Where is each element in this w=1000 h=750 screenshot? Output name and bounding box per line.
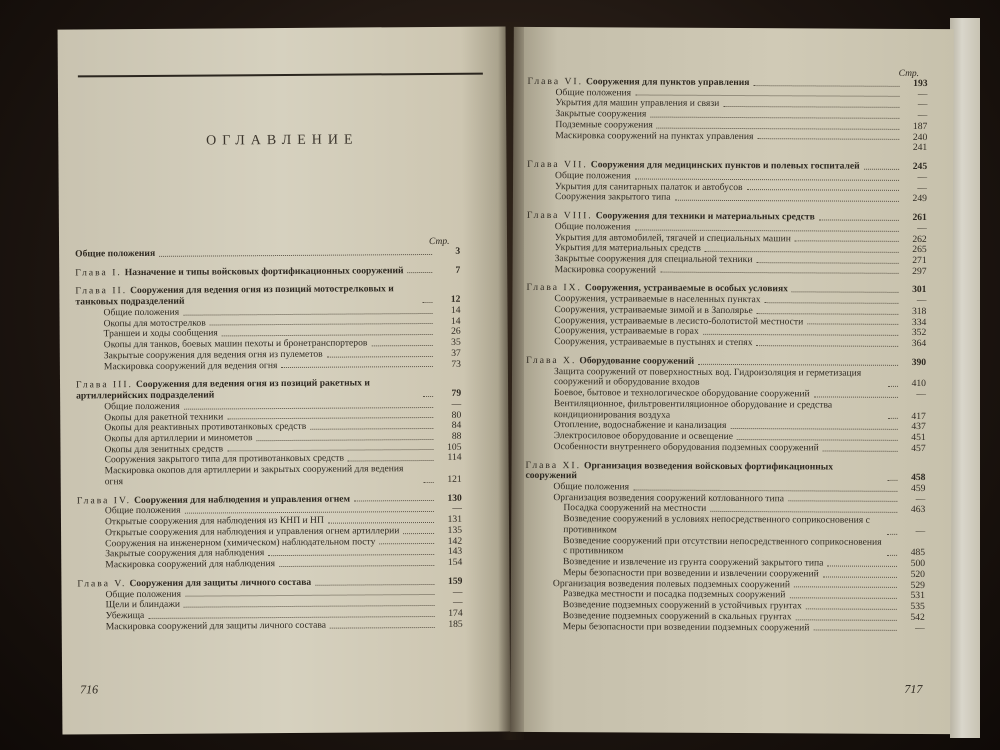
entry-page-number: 154 [447,556,463,568]
entry-page-number: — [452,503,462,515]
entry-title: Закрытые сооружения для наблюдения [105,547,265,560]
page-column-label: Стр. [429,236,450,247]
entry-page-number: 458 [911,472,926,484]
dot-leader [183,313,432,316]
entry-title: Маскировка сооружений [554,263,657,276]
entry-title: Общие положения [75,247,156,260]
dot-leader [633,489,897,491]
dot-leader [281,366,433,368]
dot-leader [705,251,899,253]
dot-leader [315,584,434,586]
entry-page-number: — [917,110,928,122]
dot-leader [148,616,434,619]
entry-page-number: — [917,171,928,183]
toc-entry [526,337,926,350]
entry-title: Укрытия для машин управления и связи [555,97,720,110]
entry-page-number: 463 [910,504,926,516]
entry-title: Убежища [105,610,145,622]
dot-leader [888,386,898,387]
entry-page-number: 35 [451,336,461,348]
entry-page-number: 457 [911,442,926,454]
toc-entry [527,131,927,144]
page-number: 716 [80,681,99,696]
entry-title: Маскировка окопов для артиллерии и закрытых сооружений для ведения огня [104,463,406,488]
dot-leader [348,460,434,462]
dot-leader [823,576,897,577]
dot-leader [723,106,899,108]
dot-leader [635,178,899,180]
toc-title: ОГЛАВЛЕНИЕ [206,132,359,149]
entry-title: Особенности внутреннего оборудования подземных сооружений [553,440,819,454]
entry-title: Разведка местности и посадка подземных сооружений [562,588,786,601]
toc-entry [78,620,463,633]
chapter-label: Глава III. [75,379,133,391]
dot-leader [227,449,433,451]
entry-page-number: 135 [447,524,463,536]
dot-leader [756,262,898,264]
dot-leader [823,450,898,451]
dot-leader [310,428,433,430]
dot-leader [184,407,433,410]
entry-title: Укрытия для материальных средств [554,242,701,255]
dot-leader [789,597,896,599]
entry-page-number: 451 [911,431,926,444]
entry-page-number: 37 [451,347,461,359]
entry-title: Общие положения [555,169,631,182]
dot-leader [210,323,433,326]
entry-title: Отопление, водоснабжение и канализация [553,419,727,432]
entry-page-number: 174 [448,607,463,619]
entry-title: Вентиляционное, фильтровентиляционное оборудование и средства кондиционирования воздуха [553,397,835,421]
entry-title: Сооружения, устраиваемые зимой и в Заполярье [554,304,753,317]
entry-page-number: — [917,182,928,194]
page-number: 717 [904,681,923,696]
dot-leader [794,587,897,589]
entry-title: Возведение сооружений в условиях непосредственного соприкосновения с противником [563,513,873,536]
entry-page-number: 193 [913,77,928,90]
toc-entry [76,359,461,372]
dot-leader [757,139,899,141]
toc-entry [77,558,462,571]
entry-page-number: 520 [910,568,926,580]
toc-entry [527,265,927,278]
toc-entry [525,514,925,538]
chapter-label: Глава XI. [525,459,582,471]
entry-page-number: 142 [447,535,463,547]
entry-page-number: 245 [912,161,928,173]
chapter-label: Глава VII. [527,159,588,171]
toc-entry [527,141,927,154]
entry-title: Общие положения [104,400,180,413]
entry-page-number: 240 [912,131,928,143]
entry-page-number: 14 [450,315,461,327]
dot-leader [227,417,433,419]
entry-title: Возведение подземных сооружений в скальных грунтах [562,609,792,623]
entry-title: Окопы для ракетной техники [104,410,224,423]
entry-page-number: 249 [912,193,927,205]
dot-leader [371,345,432,346]
entry-title: Сооружения, устраиваемые в горах [554,325,699,338]
entry-page-number: 437 [911,421,926,433]
dot-leader [792,292,899,294]
entry-title: Траншеи и ходы сообщения [103,327,218,340]
entry-page-number: — [917,99,928,111]
entry-page-number: — [452,586,463,598]
entry-page-number: 73 [451,358,461,370]
entry-page-number: 410 [911,378,927,390]
dot-leader [703,334,899,336]
chapter-title: Оборудование сооружений [579,355,695,367]
chapter-title: Сооружения для медицинских пунктов и полевых госпиталей [590,159,860,172]
dot-leader [330,626,435,628]
entry-title: Сооружения закрытого типа для противотанковых средств [104,453,345,466]
dot-leader [813,630,896,631]
entry-page-number: 352 [911,327,927,339]
right-page [510,27,954,734]
entry-title: Общие положения [554,220,631,233]
dot-leader [864,169,899,170]
entry-title: Сооружения, устраиваемые в пустынях и степях [554,336,753,349]
chapter-title: Сооружения, устраиваемые в особых условиях [584,282,788,295]
entry-page-number: 265 [912,244,927,256]
dot-leader [268,554,434,556]
dot-leader [279,565,434,567]
entry-title: Общие положения [104,505,181,517]
dot-leader [379,543,434,544]
entry-title: Укрытия для автомобилей, тягачей и специальных машин [554,231,791,244]
dot-leader [887,480,897,481]
dot-leader [424,482,434,483]
dot-leader [819,219,899,220]
chapter-label: Глава VI. [527,75,584,88]
dot-leader [159,254,432,257]
entry-page-number: 271 [912,254,927,267]
entry-page-number: 500 [910,558,926,570]
entry-title: Общие положения [555,86,632,99]
dot-leader [806,608,897,609]
chapter-title: Организация возведения войсковых фортификационных сооружений [525,459,836,482]
dot-leader [764,302,898,304]
dot-leader [422,302,432,303]
dot-leader [650,117,899,119]
toc-entry [527,192,927,205]
dot-leader [753,85,899,87]
dot-leader [257,439,434,441]
entry-page-number: — [451,398,462,410]
entry-page-number: — [916,389,926,401]
entry-title: Маскировка сооружений для ведения огня [103,359,278,372]
header-rule [78,73,483,78]
toc-entry [526,442,926,455]
toc-entry [525,621,925,634]
entry-page-number: 542 [910,611,925,623]
entry-title: Окопы для реактивных противотанковых средств [104,421,307,434]
entry-page-number: 459 [911,482,926,494]
entry-page-number: 364 [911,338,927,350]
chapter-title: Сооружения для ведения огня из позиций ракетных и артиллерийских подразделений [76,377,373,402]
entry-title: Подземные сооружения [555,119,653,131]
entry-page-number: 159 [447,575,463,587]
dot-leader [887,533,897,534]
chapter-title: Сооружения для наблюдения и управления огнем [134,493,351,506]
entry-title: Меры безопасности при возведении и извлечении сооружений [562,566,819,580]
entry-page-number: 417 [911,410,926,422]
entry-page-number: 14 [450,304,461,316]
entry-page-number: 88 [451,430,462,442]
entry-title: Возведение и извлечение из грунта сооружений закрытого типа [563,556,824,569]
dot-leader [807,324,898,325]
toc-entry [77,464,462,488]
entry-page-number: 3 [455,245,461,257]
toc-chapter [75,284,460,308]
entry-title: Окопы для артиллерии и минометов [104,432,253,445]
entry-title: Закрытые сооружения для ведения огня из пулеметов [103,348,323,362]
entry-title: Защита сооружений от поверхностных вод. Гидроизоляция и герметизация сооружений и оборудование входов [553,365,864,389]
entry-title: Закрытые сооружения [555,108,647,120]
entry-page-number: 105 [447,441,462,453]
entry-page-number: 334 [911,316,927,328]
entry-page-number: 297 [912,265,927,277]
entry-page-number: 130 [447,492,462,504]
entry-page-number: 185 [448,618,463,630]
entry-page-number: 26 [451,326,461,338]
entry-title: Окопы для танков, боевых машин пехоты и бронетранспортеров [103,337,368,351]
dot-leader [737,439,898,441]
toc-entry [75,247,460,260]
entry-title: Сооружения закрытого типа [554,191,671,204]
dot-leader [328,522,434,524]
page-column-label: Стр. [898,68,920,79]
entry-title: Сооружения, устраиваемые в лесисто-болотистой местности [554,314,804,328]
entry-title: Электросиловое оборудование и освещение [553,430,734,443]
entry-title: Организация возведения сооружений котлованного типа [553,491,785,504]
entry-page-number: — [452,597,463,609]
entry-title: Сооружения на инженерном (химическом) наблюдательном посту [105,535,376,549]
entry-title: Организация возведения полевых подземных сооружений [552,577,791,590]
entry-title: Общие положения [103,306,180,319]
dot-leader [675,200,899,202]
entry-page-number: 79 [451,387,462,399]
entry-page-number: 485 [910,547,926,559]
entry-page-number: 143 [447,546,463,558]
dot-leader [634,229,898,231]
entry-title: Возведение подземных сооружений в устойчивых грунтах [562,599,802,612]
dot-leader [660,272,899,274]
entry-page-number: 84 [451,420,462,432]
page-edges [950,18,980,738]
dot-leader [888,418,898,419]
dot-leader [796,619,897,621]
dot-leader [730,428,897,430]
entry-page-number: 121 [447,473,462,485]
entry-title: Возведение сооружений при отсутствии непосредственного соприкосновения с противником [563,534,885,557]
entry-page-number: 390 [911,356,927,368]
entry-title: Щели и блиндажи [105,599,180,611]
entry-page-number: 531 [910,590,925,602]
toc-chapter [75,266,460,279]
dot-leader [887,555,897,556]
dot-leader [827,565,897,566]
entry-page-number: 262 [912,233,927,245]
entry-title: Маскировка сооружений для защиты личного состава [105,619,327,633]
entry-page-number: — [915,622,925,634]
toc-chapter [76,378,461,402]
entry-title: Открытые сооружения для наблюдения и управления огнем артиллерии [105,525,400,539]
dot-leader [710,511,897,513]
entry-title: Общие положения [105,588,182,600]
entry-title: Посадка сооружений на местности [563,502,707,515]
entry-page-number: — [917,222,927,234]
chapter-label: Глава I. [75,266,122,279]
entry-title: Сооружения, устраиваемые в населенных пунктах [554,293,761,306]
chapter-label: Глава IX. [526,282,582,294]
dot-leader [185,594,434,597]
dot-leader [184,605,435,608]
entry-title: Меры безопасности при возведении подземных сооружений [562,620,810,633]
dot-leader [327,356,433,358]
dot-leader [657,127,900,129]
entry-title: Маскировка сооружений для наблюдения [105,558,276,571]
chapter-label: Глава VIII. [526,210,593,222]
entry-page-number: 12 [450,293,461,306]
toc-list-right [525,77,928,634]
dot-leader [403,533,434,534]
chapter-label: Глава IV. [76,494,132,507]
chapter-title: Назначение и типы войсковых фортификационных сооружений [124,264,404,278]
dot-leader [814,396,898,397]
chapter-label: Глава X. [526,354,577,367]
entry-title: Окопы для мотострелков [103,317,206,329]
entry-page-number: — [916,295,927,307]
entry-page-number: 80 [451,409,462,421]
entry-page-number: — [915,493,926,505]
dot-leader [698,363,898,365]
dot-leader [795,241,899,243]
entry-title [527,152,903,154]
entry-page-number: 529 [910,579,925,591]
dot-leader [757,313,899,315]
dot-leader [756,345,898,347]
dot-leader [747,189,899,191]
dot-leader [408,272,433,273]
dot-leader [185,511,434,514]
entry-page-number: 318 [911,305,927,317]
dot-leader [354,500,434,502]
dot-leader [788,501,897,503]
entry-page-number: — [915,525,926,537]
entry-title: Закрытые сооружения для специальной техники [554,253,753,266]
entry-page-number: 301 [912,284,927,296]
chapter-title: Сооружения для техники и материальных средств [595,210,815,223]
chapter-label: Глава V. [77,577,127,590]
toc-list-left [75,247,463,633]
entry-page-number: 114 [447,452,462,464]
chapter-title: Сооружения для защиты личного состава [129,576,312,589]
chapter-title: Сооружения для ведения огня из позиций мотострелковых и танковых подразделений [75,283,397,308]
dot-leader [222,334,433,336]
entry-title: Укрытия для санитарных палаток и автобусов [554,180,743,193]
entry-page-number: 261 [912,212,927,224]
dot-leader [423,396,433,397]
entry-page-number: 241 [912,142,928,154]
entry-page-number: 535 [910,600,925,613]
entry-page-number: 7 [455,264,461,276]
chapter-title: Сооружения для пунктов управления [585,76,750,89]
entry-page-number: — [917,88,928,100]
entry-title: Маскировка сооружений на пунктах управления [555,129,754,142]
entry-title: Открытые сооружения для наблюдения из КНП и НП [104,514,324,528]
left-page [58,26,511,734]
entry-page-number: 131 [447,513,463,526]
chapter-label: Глава II. [75,285,128,297]
entry-page-number: 187 [912,120,928,132]
dot-leader [635,95,899,97]
entry-title: Общие положения [553,481,630,493]
entry-title: Окопы для зенитных средств [104,443,224,456]
entry-title: Боевое, бытовое и технологическое оборудование сооружений [553,387,810,400]
